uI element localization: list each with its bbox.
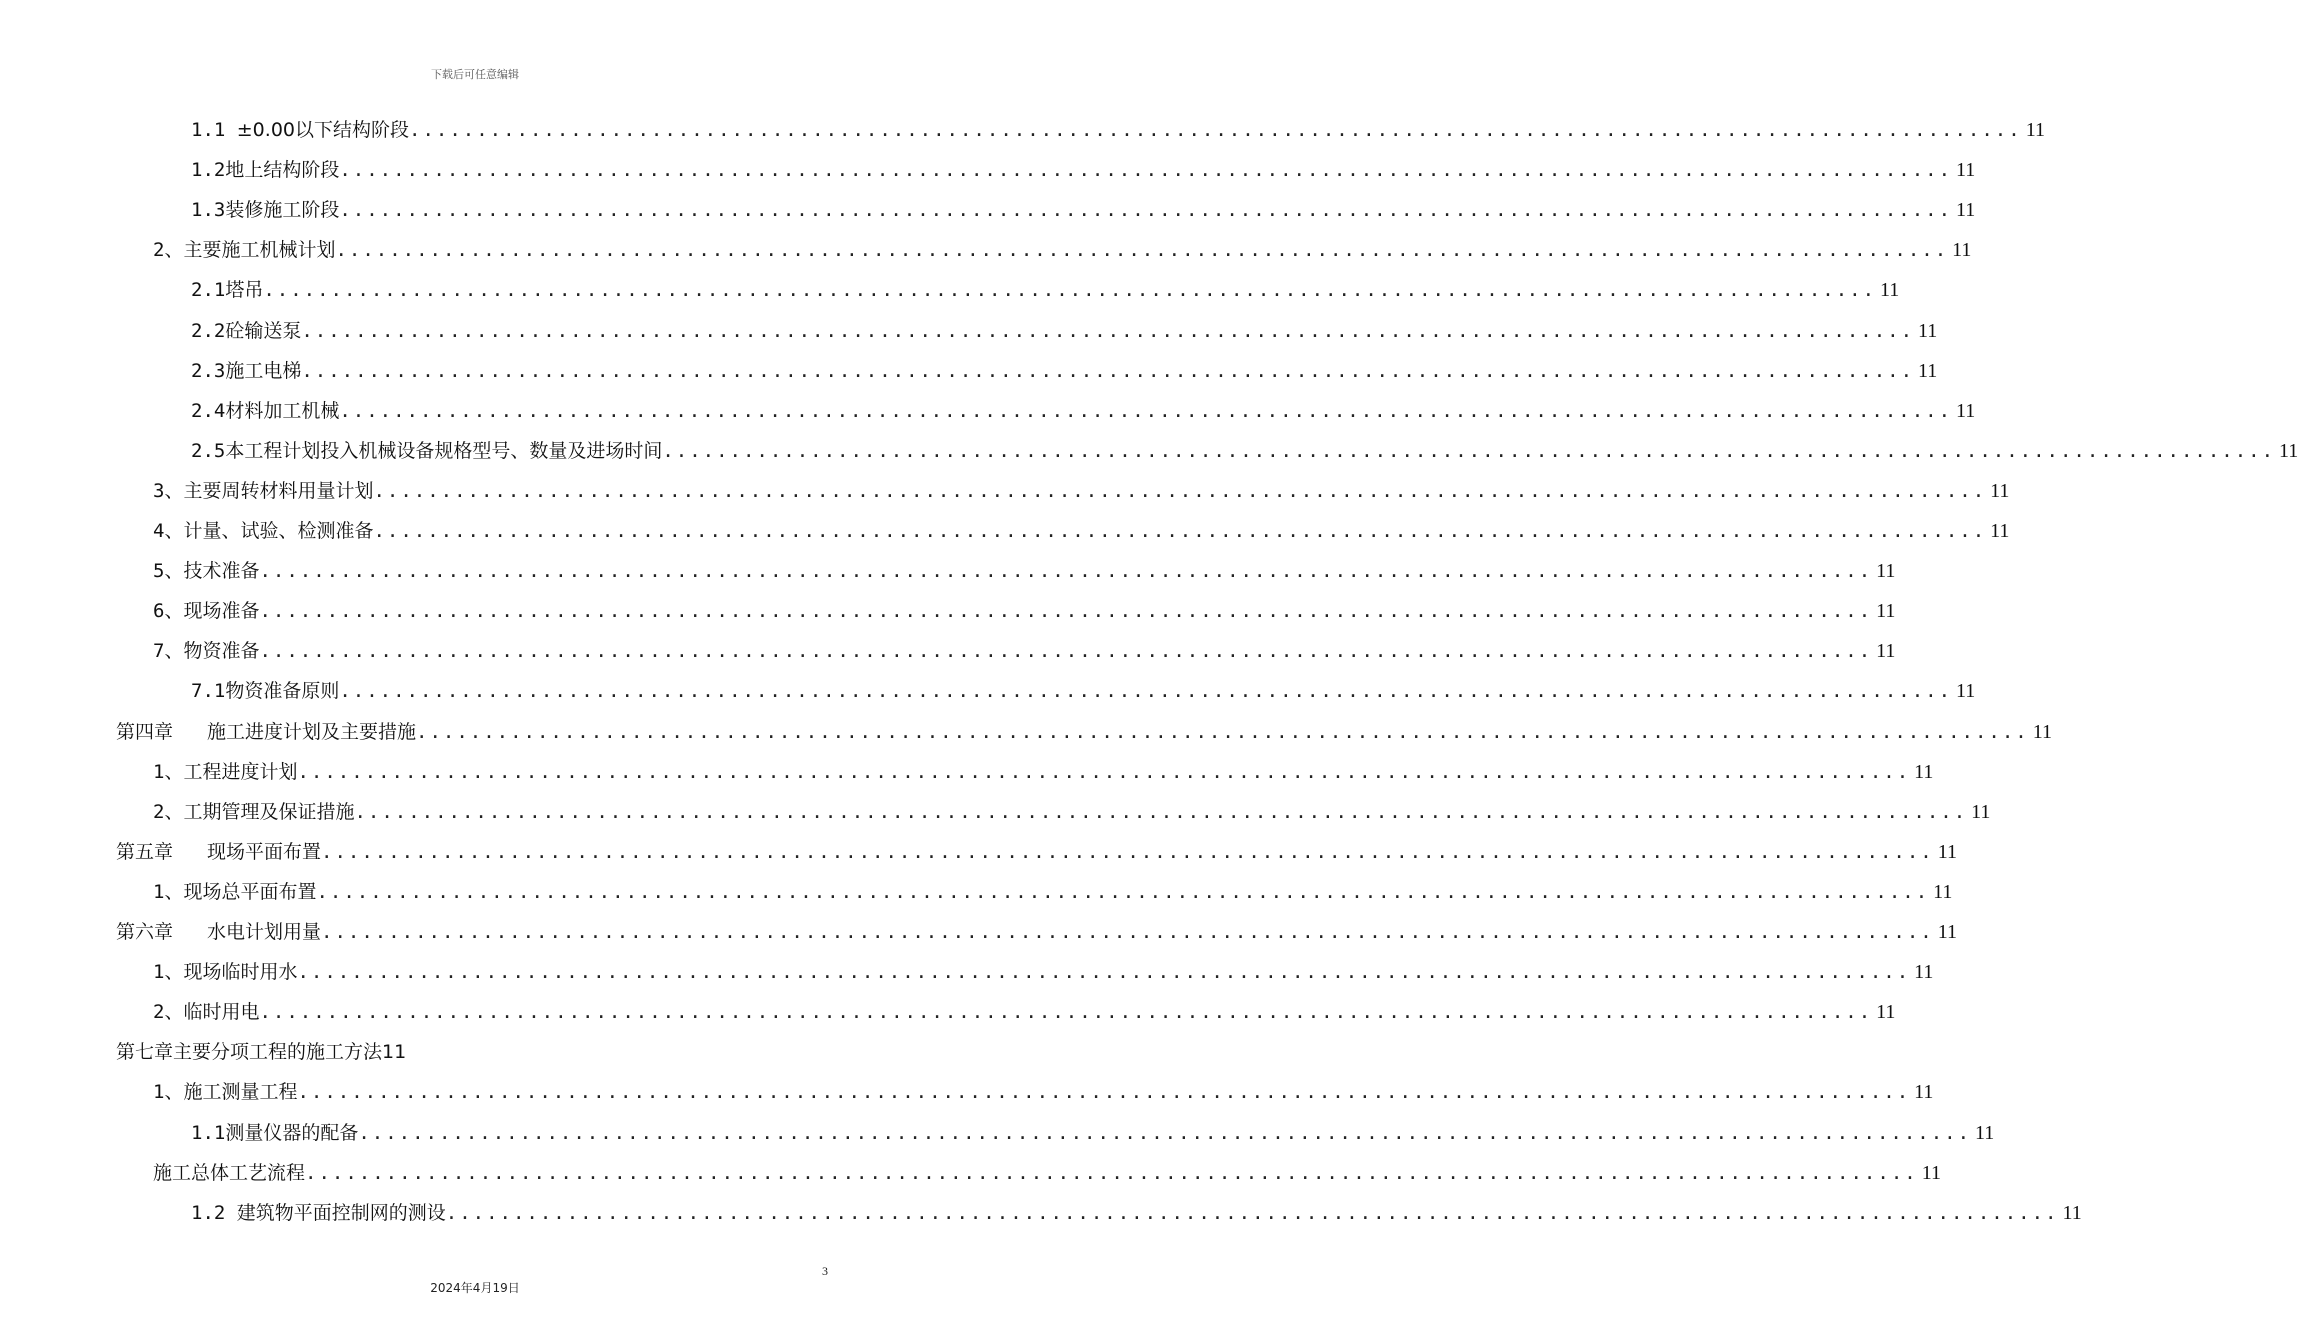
toc-entry-title bbox=[153, 992, 259, 1032]
toc-entry-page: 11 bbox=[1990, 520, 2010, 542]
toc-entry-page: 11 bbox=[1918, 319, 1938, 342]
toc-entry-page: 11 bbox=[1914, 760, 1934, 783]
toc-entry-page: 11 bbox=[1956, 159, 1976, 182]
toc-entry-number: 1 bbox=[153, 961, 165, 984]
toc-entry-number: 2.3 bbox=[191, 359, 226, 382]
toc-entry-text: 建筑物平面控制网的测设 bbox=[236, 1201, 446, 1224]
toc-dot-leader: ........................................................................................................................ bbox=[297, 760, 1911, 783]
toc-entry[interactable] bbox=[191, 431, 2298, 471]
toc-entry-text: 、现场总平面布置 bbox=[164, 880, 317, 903]
toc-entry[interactable] bbox=[191, 1113, 1995, 1153]
toc-entry[interactable] bbox=[153, 992, 1896, 1032]
toc-entry-number: 2.1 bbox=[191, 279, 226, 302]
toc-entry-text: 、工程进度计划 bbox=[164, 760, 298, 783]
toc-entry[interactable] bbox=[153, 631, 1896, 671]
toc-entry[interactable] bbox=[116, 912, 1957, 952]
toc-dot-leader: ........................................................................................................................ bbox=[339, 199, 1953, 222]
toc-entry-text: 施工电梯 bbox=[225, 359, 302, 382]
toc-entry-page: 11 bbox=[1914, 961, 1934, 984]
toc-entry-number: 2.2 bbox=[191, 319, 226, 342]
toc-entry-text: 水电计划用量 bbox=[207, 921, 322, 943]
toc-entry-number: 2.4 bbox=[191, 399, 226, 422]
toc-dot-leader: ........................................................................................................................ bbox=[305, 1161, 1918, 1184]
toc-entry-page: 11 bbox=[1990, 479, 2010, 502]
toc-entry[interactable] bbox=[153, 471, 2010, 511]
toc-entry-title bbox=[191, 270, 263, 310]
toc-entry-title bbox=[153, 952, 297, 992]
toc-entry-title bbox=[153, 511, 373, 551]
toc-entry[interactable] bbox=[116, 712, 2052, 752]
toc-entry-title bbox=[153, 1072, 297, 1112]
toc-entry-page: 11 bbox=[1975, 1121, 1995, 1144]
toc-dot-leader: ........................................................................................................................ bbox=[259, 640, 1873, 663]
toc-entry-number: 1 bbox=[153, 1081, 165, 1104]
toc-dot-leader: ........................................................................................................................ bbox=[259, 600, 1873, 623]
toc-dot-leader: ........................................................................................................................ bbox=[358, 1121, 1972, 1144]
toc-entry-text: 、主要周转材料用量计划 bbox=[164, 479, 374, 502]
toc-dot-leader: ........................................................................................................................ bbox=[416, 720, 2029, 743]
toc-dot-leader: ........................................................................................................................ bbox=[373, 520, 1987, 542]
toc-entry[interactable] bbox=[116, 832, 1957, 872]
page-footer-date: 2024年4月19日 bbox=[430, 1281, 520, 1295]
toc-entry-title bbox=[191, 1113, 358, 1153]
toc-entry[interactable] bbox=[153, 591, 1896, 631]
toc-entry-title bbox=[191, 1193, 446, 1233]
toc-entry-text: 施工进度计划及主要措施 bbox=[207, 720, 417, 743]
toc-entry-page: 11 bbox=[1876, 560, 1896, 583]
toc-entry-text: 、技术准备 bbox=[164, 560, 260, 583]
toc-entry[interactable] bbox=[191, 270, 1900, 310]
toc-entry-title bbox=[116, 912, 321, 952]
toc-entry-number: 1 bbox=[153, 760, 165, 783]
toc-entry-title bbox=[153, 752, 297, 792]
toc-entry-text: 装修施工阶段 bbox=[225, 199, 340, 222]
toc-entry[interactable] bbox=[153, 1153, 1941, 1193]
toc-entry[interactable] bbox=[191, 391, 1976, 431]
toc-chapter-label: 第六章 bbox=[116, 921, 174, 943]
toc-dot-leader: ........................................................................................................................ bbox=[297, 961, 1911, 984]
toc-entry-number: 5 bbox=[153, 560, 165, 583]
toc-entry-text: 本工程计划投入机械设备规格型号、数量及进场时间 bbox=[225, 439, 663, 462]
toc-entry[interactable] bbox=[153, 952, 1934, 992]
toc-entry-number: 6 bbox=[153, 600, 165, 623]
toc-entry-page: 11 bbox=[1937, 921, 1957, 943]
toc-entry[interactable] bbox=[116, 1032, 820, 1072]
toc-entry-page: 11 bbox=[2062, 1201, 2082, 1224]
toc-dot-leader: ........................................................................................................................ bbox=[297, 1081, 1911, 1104]
toc-entry[interactable] bbox=[191, 351, 1938, 391]
toc-entry-title bbox=[153, 230, 335, 270]
toc-dot-leader: ........................................................................................................................ bbox=[301, 359, 1915, 382]
toc-entry-title bbox=[153, 1153, 305, 1193]
toc-entry-page: 11 bbox=[1952, 239, 1972, 262]
toc-entry-page: 11 bbox=[1956, 680, 1976, 703]
toc-entry-text: 施工总体工艺流程 bbox=[153, 1161, 306, 1184]
toc-entry[interactable] bbox=[153, 872, 1953, 912]
toc-entry-number: 1.1 bbox=[191, 119, 237, 141]
toc-entry-text: 测量仪器的配备 bbox=[225, 1121, 359, 1144]
toc-entry-title bbox=[191, 311, 301, 351]
toc-entry-text: 、现场准备 bbox=[164, 600, 260, 623]
page-header: 下载后可任意编辑 bbox=[431, 68, 519, 81]
toc-entry-title bbox=[191, 150, 339, 190]
toc-entry-text: 材料加工机械 bbox=[225, 399, 340, 422]
toc-entry-title bbox=[153, 792, 354, 832]
toc-entry-number: 4 bbox=[153, 520, 165, 542]
toc-dot-leader: ........................................................................................................................ bbox=[373, 479, 1987, 502]
toc-entry[interactable] bbox=[153, 230, 1972, 270]
toc-dot-leader: ........................................................................................................................ bbox=[321, 921, 1934, 943]
toc-entry-page: 11 bbox=[2279, 439, 2298, 462]
toc-dot-leader: ........................................................................................................................ bbox=[316, 880, 1930, 903]
page-number: 3 bbox=[822, 1264, 828, 1278]
toc-entry-number: 2 bbox=[153, 800, 165, 823]
toc-entry-text: ±0.00以下结构阶段 bbox=[236, 119, 409, 141]
toc-entry-number: 2.5 bbox=[191, 439, 226, 462]
toc-entry-number: 1.3 bbox=[191, 199, 226, 222]
toc-entry-page: 11 bbox=[1876, 1001, 1896, 1024]
toc-entry-text: 现场平面布置 bbox=[207, 840, 322, 863]
toc-entry-title bbox=[191, 671, 339, 711]
toc-entry[interactable] bbox=[191, 1193, 2082, 1233]
toc-entry-number: 7 bbox=[153, 640, 165, 663]
toc-entry[interactable] bbox=[191, 190, 1976, 230]
toc-entry-page: 11 bbox=[1876, 600, 1896, 623]
toc-dot-leader: ........................................................................................................................ bbox=[321, 840, 1934, 863]
toc-dot-leader: ........................................................................................................................ bbox=[339, 680, 1953, 703]
toc-entry-title bbox=[191, 351, 301, 391]
toc-entry-number: 2 bbox=[153, 1001, 165, 1024]
toc-entry-page: 11 bbox=[1880, 279, 1900, 302]
toc-entry-title bbox=[153, 471, 373, 511]
toc-dot-leader: ........................................................................................................................ bbox=[301, 319, 1915, 342]
toc-entry-text: 物资准备原则 bbox=[225, 680, 340, 703]
toc-entry[interactable] bbox=[153, 752, 1934, 792]
toc-entry[interactable] bbox=[153, 1072, 1934, 1112]
toc-entry-number: 1.1 bbox=[191, 1121, 226, 1144]
toc-entry-page: 11 bbox=[2025, 119, 2045, 141]
toc-entry-title bbox=[116, 1032, 406, 1072]
toc-entry[interactable] bbox=[153, 511, 2010, 551]
toc-entry-text: 、施工测量工程 bbox=[164, 1081, 298, 1104]
toc-entry-title bbox=[191, 110, 409, 150]
toc-entry-page: 11 bbox=[1918, 359, 1938, 382]
toc-dot-leader: ........................................................................................................................ bbox=[263, 279, 1877, 302]
toc-entry[interactable] bbox=[191, 110, 2045, 150]
toc-chapter-label: 第四章 bbox=[116, 720, 174, 743]
toc-entry[interactable] bbox=[191, 671, 1976, 711]
toc-entry-page: 11 bbox=[1937, 840, 1957, 863]
toc-entry-number: 1.2 bbox=[191, 1201, 237, 1224]
toc-dot-leader: ........................................................................................................................ bbox=[662, 439, 2276, 462]
toc-entry-title bbox=[153, 631, 259, 671]
toc-entry-page: 11 bbox=[1956, 399, 1976, 422]
toc-entry-title bbox=[116, 712, 416, 752]
toc-entry-text: 砼输送泵 bbox=[225, 319, 302, 342]
toc-entry-title bbox=[191, 190, 339, 230]
toc-entry-text: 、主要施工机械计划 bbox=[164, 239, 336, 262]
toc-entry-title bbox=[191, 391, 339, 431]
toc-dot-leader: ........................................................................................................................ bbox=[335, 239, 1949, 262]
toc-entry-title bbox=[116, 832, 321, 872]
toc-entry[interactable] bbox=[191, 311, 1938, 351]
toc-entry-number: 1 bbox=[153, 880, 165, 903]
toc-entry-title bbox=[153, 872, 316, 912]
toc-entry-number: 1.2 bbox=[191, 159, 226, 182]
toc-dot-leader: ........................................................................................................................ bbox=[259, 560, 1873, 583]
toc-entry-number: 3 bbox=[153, 479, 165, 502]
toc-entry[interactable] bbox=[153, 792, 1991, 832]
toc-entry-text: 、工期管理及保证措施 bbox=[164, 800, 355, 823]
toc-entry-page: 11 bbox=[1876, 640, 1896, 663]
toc-entry-page: 11 bbox=[1914, 1081, 1934, 1104]
toc-entry-page: 11 bbox=[1971, 800, 1991, 823]
toc-entry-text: 、现场临时用水 bbox=[164, 961, 298, 984]
toc-entry-number: 7.1 bbox=[191, 680, 226, 703]
toc-entry-page: 11 bbox=[1933, 880, 1953, 903]
toc-entry[interactable] bbox=[191, 150, 1976, 190]
toc-entry-page: 11 bbox=[2032, 720, 2052, 743]
toc-entry-number: 2 bbox=[153, 239, 165, 262]
toc-entry-title bbox=[191, 431, 662, 471]
toc-entry-text: 第七章主要分项工程的施工方法11 bbox=[116, 1041, 407, 1064]
toc-entry[interactable] bbox=[153, 551, 1896, 591]
toc-dot-leader: ........................................................................................................................ bbox=[339, 399, 1953, 422]
toc-entry-text: 、物资准备 bbox=[164, 640, 260, 663]
toc-entry-title bbox=[153, 591, 259, 631]
toc-entry-text: 塔吊 bbox=[225, 279, 264, 302]
toc-entry-title bbox=[153, 551, 259, 591]
toc-dot-leader: ........................................................................................................................ bbox=[339, 159, 1953, 182]
toc-dot-leader: ........................................................................................................................ bbox=[354, 800, 1968, 823]
toc-dot-leader: ........................................................................................................................ bbox=[259, 1001, 1873, 1024]
toc-entry-text: 地上结构阶段 bbox=[225, 159, 340, 182]
toc-dot-leader: ........................................................................................................................ bbox=[445, 1201, 2059, 1224]
toc-entry-page: 11 bbox=[1921, 1161, 1941, 1184]
toc-entry-text: 、计量、试验、检测准备 bbox=[164, 520, 374, 542]
toc-chapter-label: 第五章 bbox=[116, 840, 174, 863]
toc-entry-page: 11 bbox=[1956, 199, 1976, 222]
toc-dot-leader: ........................................................................................................................ bbox=[409, 119, 2022, 141]
toc-entry-text: 、临时用电 bbox=[164, 1001, 260, 1024]
